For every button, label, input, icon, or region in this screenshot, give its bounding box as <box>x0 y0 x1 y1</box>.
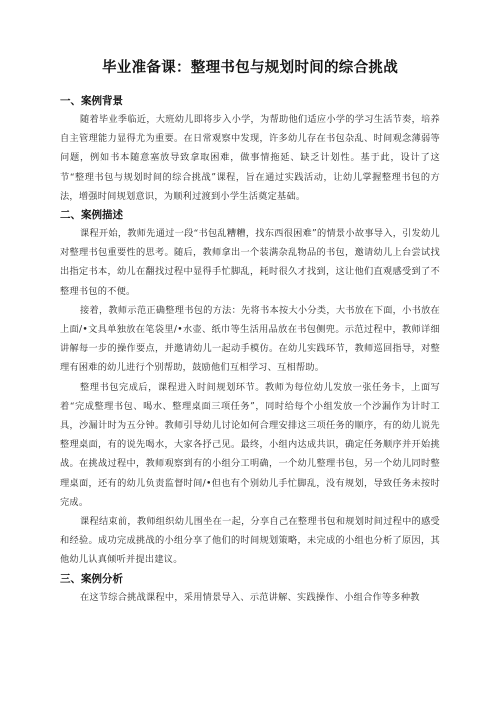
section-background <box>60 92 440 206</box>
document-title: 毕业准备课：整理书包与规划时间的综合挑战 <box>102 60 398 76</box>
paragraph: 在这节综合挑战课程中，采用情景导入、示范讲解、实践操作、小组合作等多种教 <box>80 591 420 603</box>
paragraph: 整理书包完成后，课程进入时间规划环节。教师为每位幼儿发放一张任务卡，上面写着“完成整理书包、喝水、整理桌面三项任务”，同时给每个小组发放一个沙漏作为计时工具，沙漏计时为五分钟。教师引导幼儿讨论如何合理安排这三项任务的顺序，有的幼儿说先整理桌面，有的说先喝水，大家各抒己见。最终，小组内达成共识，确定任务顺序并开始挑战。在挑战过程中，教师观察到有的小组分工明确，一个幼儿整理书包，另一个幼儿同时整理桌面，还有的幼儿负责监督时间/•但也有个别幼儿手忙脚乱，没有规划，导致任务未按时完成。 <box>60 381 440 508</box>
paragraph: 课程结束前，教师组织幼儿围坐在一起，分享自己在整理书包和规划时间过程中的感受和经验。成功完成挑战的小组分享了他们的时间规划策略，未完成的小组也分析了原因，其他幼儿认真倾听并提出建议。 <box>60 516 440 566</box>
section-heading: 三、案例分析 <box>60 572 123 585</box>
section-description <box>60 206 440 570</box>
section-analysis <box>60 570 440 607</box>
section-heading: 一、案例背景 <box>60 95 123 107</box>
paragraph: 课程开始，教师先通过一段“书包乱糟糟，找东西很困难”的情景小故事导入，引发幼儿对整理书包重要性的思考。随后，教师拿出一个装满杂乱物品的书包，邀请幼儿上台尝试找出指定书本，幼儿在翻找过程中显得手忙脚乱，耗时很久才找到，这让他们直观感受到了不整理书包的不便。 <box>60 228 440 297</box>
section-heading: 二、案例描述 <box>60 209 123 222</box>
paragraph: 随着毕业季临近，大班幼儿即将步入小学，为帮助他们适应小学的学习生活节奏，培养自主管理能力显得尤为重要。在日常观察中发现，许多幼儿存在书包杂乱、时间观念薄弱等问题，例如书本随意塞放导致拿取困难，做事情拖延、缺乏计划性。基于此，设计了这节“整理书包与规划时间的综合挑战”课程，旨在通过实践活动，让幼儿掌握整理书包的方法，增强时间规划意识，为顺利过渡到小学生活奠定基础。 <box>60 114 440 202</box>
paragraph: 接着，教师示范正确整理书包的方法：先将书本按大小分类，大书放在下面，小书放在上面/•文具单独放在笔袋里/•水壶、纸巾等生活用品放在书包侧兜。示范过程中，教师详细讲解每一步的操作要点，并邀请幼儿一起动手模仿。在幼儿实践环节，教师巡回指导，对整理有困难的幼儿进行个别帮助，鼓励他们互相学习、互相帮助。 <box>60 304 440 374</box>
